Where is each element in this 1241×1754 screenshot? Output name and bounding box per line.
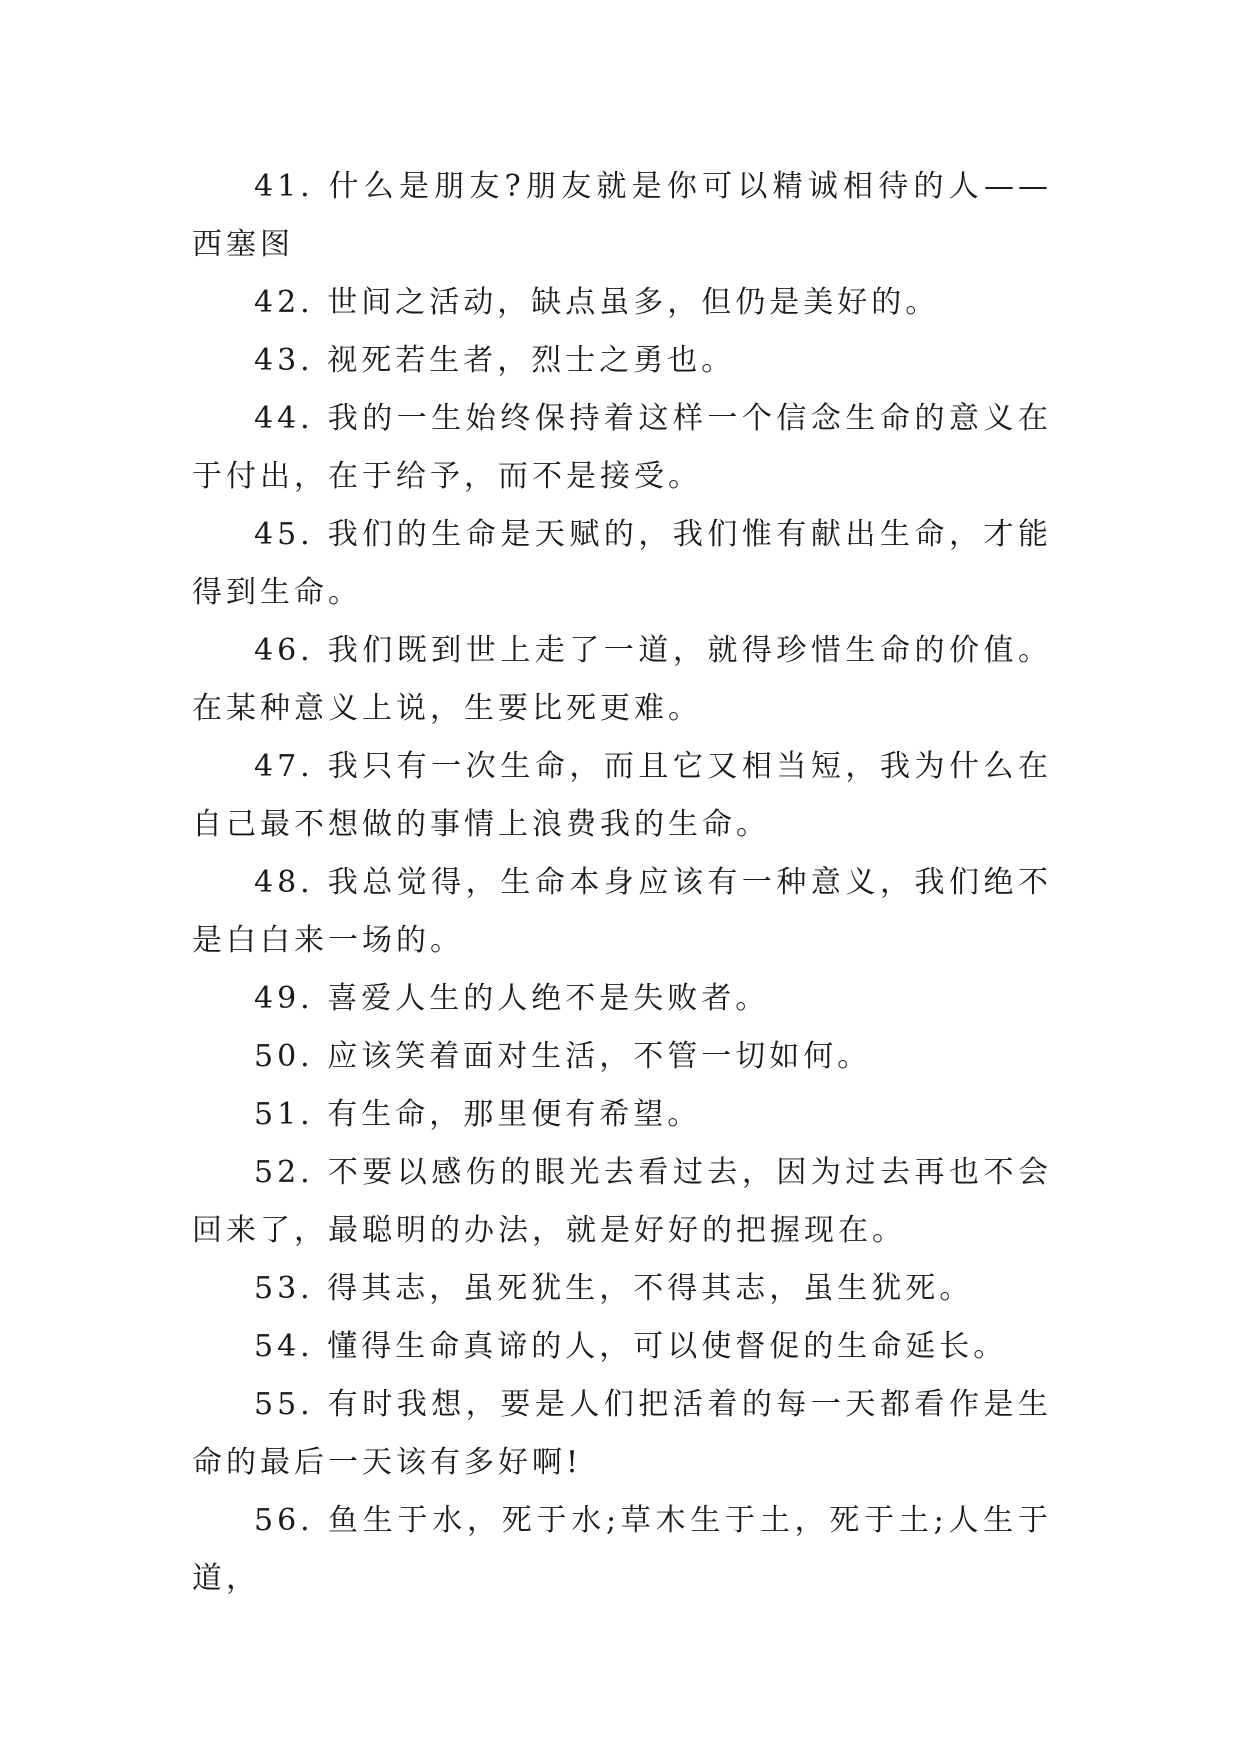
list-item: 48. 我总觉得，生命本身应该有一种意义，我们绝不是白白来一场的。 [192, 865, 1052, 958]
list-item: 41. 什么是朋友?朋友就是你可以精诚相待的人——西塞图 [192, 169, 1052, 262]
list-item: 42. 世间之活动，缺点虽多，但仍是美好的。 [254, 285, 940, 320]
list-item: 56. 鱼生于水，死于水;草木生于土，死于土;人生于道， [192, 1503, 1052, 1596]
list-item: 43. 视死若生者，烈士之勇也。 [254, 343, 736, 378]
list-item: 47. 我只有一次生命，而且它又相当短，我为什么在自己最不想做的事情上浪费我的生命。 [192, 749, 1052, 842]
list-item: 46. 我们既到世上走了一道，就得珍惜生命的价值。在某种意义上说，生要比死更难。 [192, 633, 1052, 726]
list-item: 51. 有生命，那里便有希望。 [254, 1097, 702, 1132]
list-item: 44. 我的一生始终保持着这样一个信念生命的意义在于付出，在于给予，而不是接受。 [192, 401, 1052, 494]
list-item: 52. 不要以感伤的眼光去看过去，因为过去再也不会回来了，最聪明的办法，就是好好的把握现在。 [192, 1155, 1052, 1248]
document-body [192, 158, 1052, 1608]
list-item: 54. 懂得生命真谛的人，可以使督促的生命延长。 [254, 1329, 1008, 1364]
list-item: 49. 喜爱人生的人绝不是失败者。 [254, 981, 770, 1016]
list-item: 53. 得其志，虽死犹生，不得其志，虽生犹死。 [254, 1271, 974, 1306]
list-item: 45. 我们的生命是天赋的，我们惟有献出生命，才能得到生命。 [192, 517, 1052, 610]
list-item: 55. 有时我想，要是人们把活着的每一天都看作是生命的最后一天该有多好啊! [192, 1387, 1052, 1480]
list-item: 50. 应该笑着面对生活，不管一切如何。 [254, 1039, 872, 1074]
